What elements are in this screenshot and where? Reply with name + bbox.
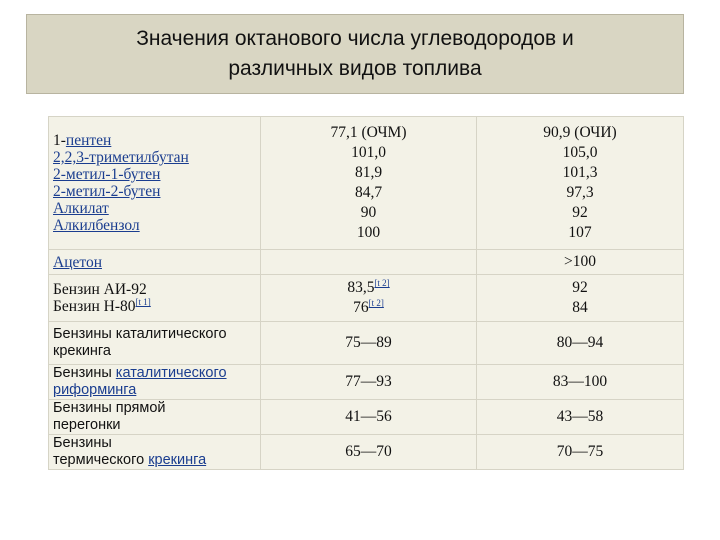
hydrocarbon-name — [53, 217, 256, 234]
title-box — [26, 14, 684, 94]
mon-value: 81,9 — [354, 164, 383, 181]
page-title-line-2: различных видов топлива — [228, 57, 482, 80]
page-title-line-1: Значения октанового числа углеводородов и — [136, 27, 574, 50]
hydrocarbon-link[interactable]: Алкилат — [53, 200, 109, 217]
ron-value: 84 — [572, 299, 588, 316]
table-row-hydrocarbons — [49, 117, 684, 250]
hydrocarbon-name — [53, 149, 256, 166]
hydrocarbon-name — [53, 200, 256, 217]
table-row-gasoline — [49, 275, 684, 322]
table-row-acetone — [49, 250, 684, 275]
mon-value: 83,5[t 2] — [347, 278, 390, 296]
thermal-cracking-name-cell: Бензины термического крекинга — [49, 435, 261, 470]
hydrocarbon-link[interactable]: Алкилбензол — [53, 217, 140, 234]
gasoline-ron-cell — [477, 275, 684, 322]
footnote-ref-link[interactable]: [t 1] — [135, 297, 151, 307]
ron-values-cell — [477, 117, 684, 250]
catalytic-reforming-name-cell: Бензины каталитического риформинга — [49, 365, 261, 400]
gasoline-names-cell — [49, 275, 261, 322]
straight-run-name-cell: Бензины прямой перегонки — [49, 400, 261, 435]
mon-value: 77,1 (ОЧМ) — [330, 124, 407, 141]
hydrocarbon-name — [53, 166, 256, 183]
ron-value: 105,0 — [562, 144, 598, 161]
table-row-thermal-cracking — [49, 435, 684, 470]
ron-value: 92 — [572, 204, 588, 221]
cracking-link[interactable]: крекинга — [148, 452, 207, 468]
octane-table — [48, 116, 684, 470]
gasoline-mon-cell — [261, 275, 477, 322]
straight-run-mon-cell: 41—56 — [261, 400, 477, 435]
catalytic-cracking-name-cell: Бензины каталитического крекинга — [49, 322, 261, 365]
catalytic-link[interactable]: каталитического — [115, 365, 227, 381]
mon-value: 84,7 — [354, 184, 383, 201]
hydrocarbon-link[interactable]: пентен — [65, 132, 112, 149]
gasoline-name: Бензин АИ-92 — [53, 281, 147, 298]
mon-value: 101,0 — [351, 144, 386, 161]
catalytic-reforming-ron-cell: 83—100 — [477, 365, 684, 400]
footnote-ref-link[interactable]: [t 2] — [368, 298, 384, 308]
ron-value: 90,9 (ОЧИ) — [543, 124, 617, 141]
acetone-ron-cell: >100 — [477, 250, 684, 275]
acetone-mon-cell — [261, 250, 477, 275]
ron-value: 107 — [568, 224, 592, 241]
hydrocarbon-link[interactable]: 2-метил-2-бутен — [53, 183, 161, 200]
mon-value: 100 — [356, 224, 381, 241]
reforming-link[interactable]: риформинга — [53, 382, 137, 398]
table-row-straight-run — [49, 400, 684, 435]
ron-value: 97,3 — [566, 184, 594, 201]
gasoline-name: Бензин Н-80[t 1] — [53, 297, 151, 315]
mon-value: 90 — [360, 204, 377, 221]
catalytic-reforming-mon-cell: 77—93 — [261, 365, 477, 400]
footnote-ref-link[interactable]: [t 2] — [374, 278, 390, 288]
hydrocarbon-link[interactable]: 2-метил-1-бутен — [53, 166, 161, 183]
thermal-cracking-mon-cell: 65—70 — [261, 435, 477, 470]
hydrocarbon-names-cell — [49, 117, 261, 250]
ron-value: 92 — [572, 279, 588, 296]
acetone-name-cell — [49, 250, 261, 275]
straight-run-ron-cell: 43—58 — [477, 400, 684, 435]
hydrocarbon-name: 1-пентен — [53, 132, 112, 149]
thermal-cracking-ron-cell: 70—75 — [477, 435, 684, 470]
hydrocarbon-name — [53, 183, 256, 200]
acetone-link[interactable]: Ацетон — [53, 253, 102, 271]
table-row-catalytic-cracking — [49, 322, 684, 365]
catalytic-cracking-ron-cell: 80—94 — [477, 322, 684, 365]
mon-value: 76[t 2] — [353, 298, 384, 316]
ron-value: 101,3 — [562, 164, 598, 181]
catalytic-cracking-mon-cell: 75—89 — [261, 322, 477, 365]
table-row-catalytic-reforming — [49, 365, 684, 400]
mon-values-cell — [261, 117, 477, 250]
hydrocarbon-link[interactable]: 2,2,3-триметилбутан — [53, 149, 189, 166]
